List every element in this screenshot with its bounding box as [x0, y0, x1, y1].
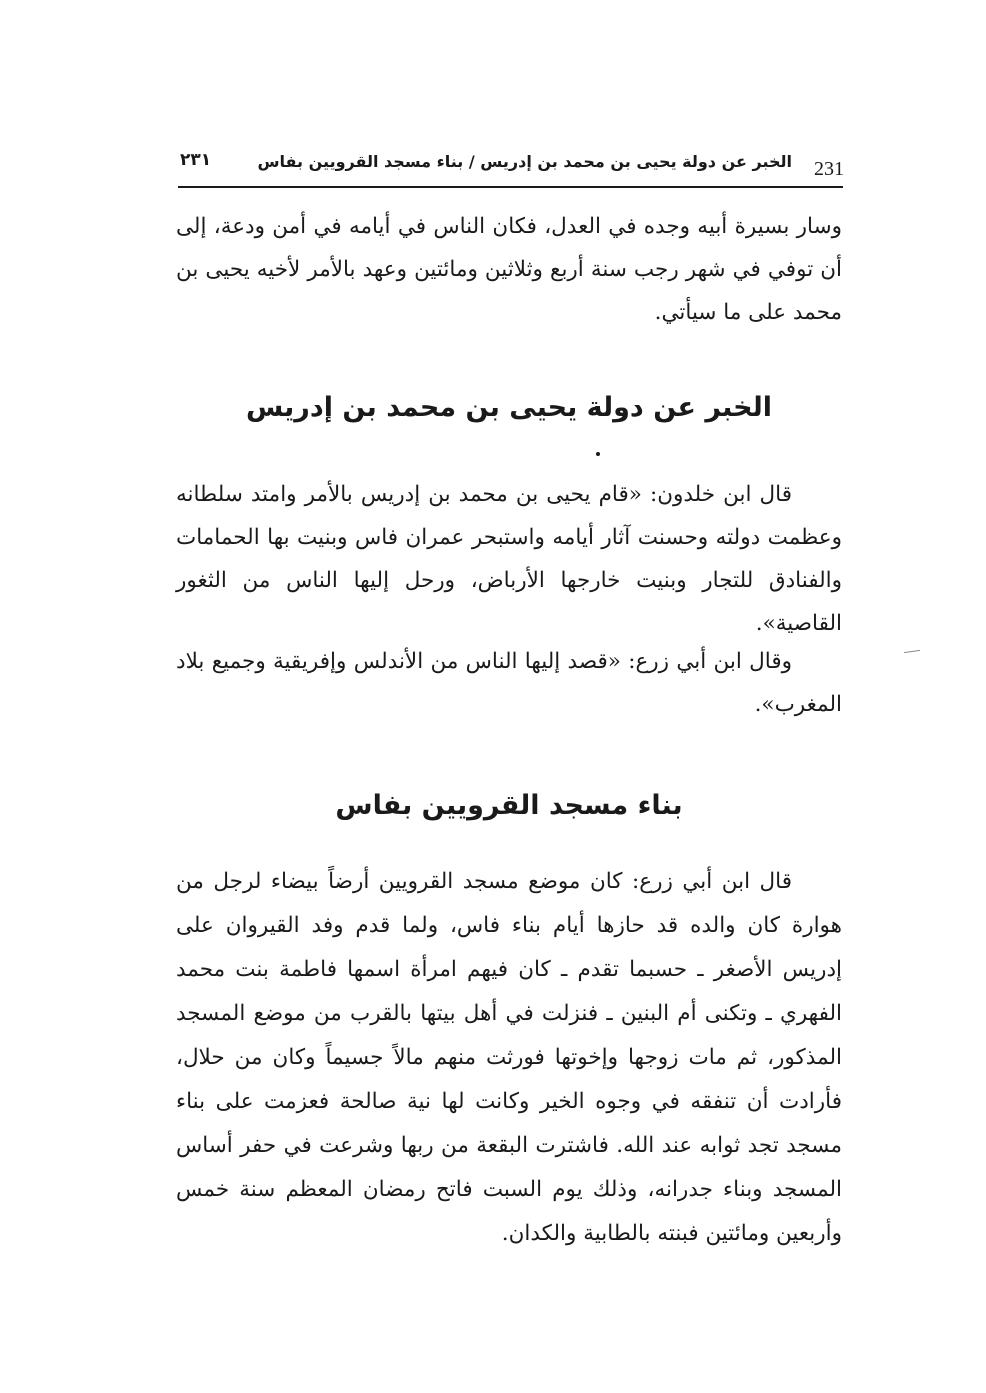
running-header [178, 150, 843, 188]
paragraph-qarawiyyin-founding: قال ابن أبي زرع: كان موضع مسجد القرويين أرضاً بيضاء لرجل من هوارة كان والده قد حازها أيام بناء فاس، ولما قدم وفد القيروان على إدريس الأصغر ـ حسبما تقدم ـ كان فيهم امرأة اسمها فاطمة بنت محمد الفهري ـ وتكنى أم البنين ـ فنزلت في أهل بيتها بالقرب من موضع المسجد المذكور، ثم مات زوجها وإخوتها فورثت منهم مالاً جسيماً وكان من حلال، فأرادت أن تنفقه في وجوه الخير وكانت لها نية صالحة فعزمت على بناء مسجد تجد ثوابه عند الله. فاشترت البقعة من ربها وشرعت في حفر أساس المسجد وبناء جدرانه، وذلك يوم السبت فاتح رمضان المعظم سنة خمس وأربعين ومائتين فبنته بالطابية والكدان. [176, 869, 842, 1246]
page-number-latin: 231 [814, 158, 844, 180]
paragraph-ibn-khaldun-quote: قال ابن خلدون: «قام يحيى بن محمد بن إدريس بالأمر وامتد سلطانه وعظمت دولته وحسنت آثار أيامه واستبحر عمران فاس وبنيت بها الحمامات والفنادق للتجار وبنيت خارجها الأرباض، ورحل إليها الناس من الثغور القاصية». [176, 482, 843, 636]
scan-mark [904, 650, 920, 653]
scan-dot [596, 452, 600, 456]
running-title: الخبر عن دولة يحيى بن محمد بن إدريس / بناء مسجد القرويين بفاس [257, 152, 792, 171]
section-heading-qarawiyyin: بناء مسجد القرويين بفاس [335, 790, 683, 821]
paragraph-ibn-abi-zar-quote: وقال ابن أبي زرع: «قصد إليها الناس من الأندلس وإفريقية وجميع بلاد المغرب». [176, 649, 842, 717]
page-number-arabic: ٢٣١ [180, 150, 212, 170]
paragraph-1: وسار بسيرة أبيه وجده في العدل، فكان الناس في أيامه في أمن ودعة، إلى أن توفي في شهر رجب سنة أربع وثلاثين ومائتين وعهد بالأمر لأخيه يحيى بن محمد على ما سيأتي. [176, 214, 842, 325]
section-heading-yahya: الخبر عن دولة يحيى بن محمد بن إدريس [246, 392, 772, 423]
